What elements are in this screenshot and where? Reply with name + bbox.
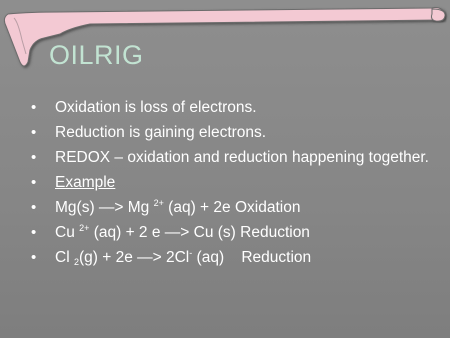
- bullet-text: REDOX – oxidation and reduction happening together.: [55, 149, 429, 166]
- subscript: 2: [73, 257, 79, 267]
- bullet-text: Oxidation is loss of electrons.: [55, 99, 257, 116]
- bullet-list: [31, 95, 429, 270]
- equation-copper: [55, 224, 310, 241]
- equation-chlorine: [55, 249, 311, 266]
- bullet-text: Reduction is gaining electrons.: [55, 124, 267, 141]
- bullet-dot: •: [31, 174, 37, 191]
- bullet-item: [31, 195, 429, 220]
- equation-part: (aq) + 2 e —> Cu (s) Reduction: [89, 224, 310, 241]
- equation-part: Cl: [55, 249, 74, 266]
- equation-part: Mg(s) —> Mg: [55, 199, 154, 216]
- equation-part: (aq) + 2e Oxidation: [163, 199, 301, 216]
- equation-part: (aq) Reduction: [192, 249, 312, 266]
- bullet-dot: •: [31, 199, 37, 216]
- bullet-item: [31, 145, 429, 170]
- bullet-dot: •: [31, 149, 37, 166]
- bullet-item: [31, 120, 429, 145]
- equation-magnesium: [55, 199, 300, 216]
- example-heading: Example: [55, 174, 116, 191]
- charge-superscript: -: [189, 248, 193, 258]
- charge-superscript: 2+: [79, 223, 90, 233]
- ribbon-curl: [432, 9, 446, 21]
- bullet-dot: •: [31, 124, 37, 141]
- bullet-item: [31, 95, 429, 120]
- bullet-dot: •: [31, 224, 37, 241]
- bullet-dot: •: [31, 99, 37, 116]
- equation-part: Cu: [55, 224, 80, 241]
- equation-part: (g) + 2e —> 2Cl: [78, 249, 190, 266]
- bullet-item: [31, 245, 429, 270]
- bullet-item: [31, 170, 429, 195]
- slide-title: OILRIG: [49, 40, 144, 70]
- bullet-item: [31, 220, 429, 245]
- bullet-dot: •: [31, 249, 37, 266]
- charge-superscript: 2+: [153, 198, 164, 208]
